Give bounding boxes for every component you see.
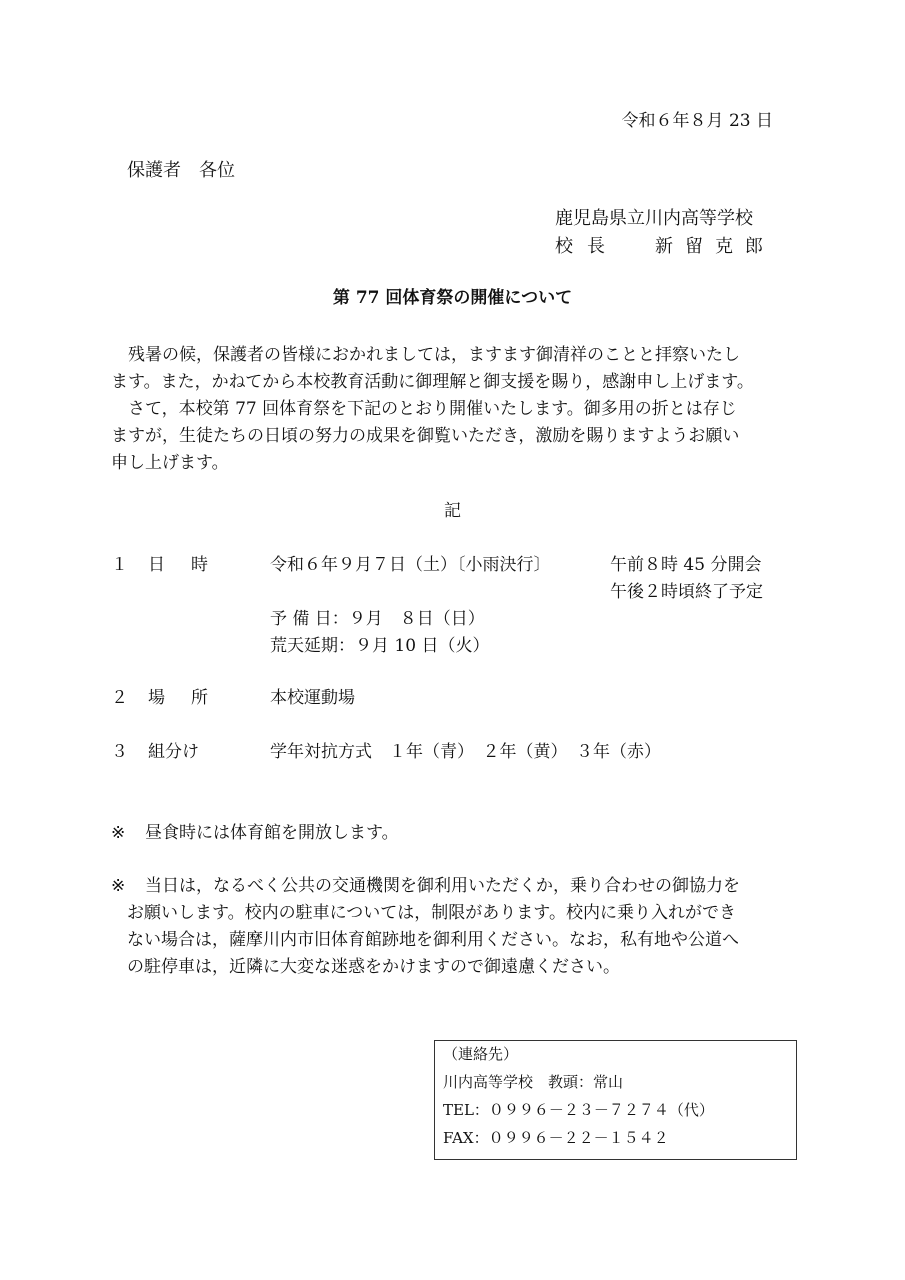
note-mark: ※ — [111, 823, 126, 843]
sender-role: 校長 — [555, 236, 619, 257]
note-mark: ※ — [111, 876, 126, 896]
note-line: お願いします。校内の駐車については，制限があります。校内に乗り入れができ — [127, 903, 736, 923]
item-label-text: 日時 — [148, 555, 234, 575]
item-label-place — [148, 690, 234, 707]
addressee: 保護者 各位 — [127, 160, 235, 181]
item-datetime-main: 令和６年９月７日（土）〔小雨決行〕 — [270, 555, 551, 575]
item-groups-value: 学年対抗方式 １年（青） ２年（黄） ３年（赤） — [270, 742, 661, 762]
paragraph-line: 申し上げます。 — [111, 453, 229, 473]
item-number: ２ — [111, 688, 128, 708]
contact-heading: （連絡先） — [443, 1045, 519, 1063]
document-date: 令和６年８月 23 日 — [621, 111, 773, 131]
greeting-paragraph — [111, 342, 801, 396]
note-transport — [111, 873, 811, 993]
item-time-end: 午後２時頃終了予定 — [610, 582, 763, 602]
paragraph-line: さて，本校第 77 回体育祭を下記のとおり開催いたします。御多用の折とは存じ — [128, 399, 737, 419]
paragraph-line: ます。また，かねてから本校教育活動に御理解と御支援を賜り，感謝申し上げます。 — [111, 372, 754, 392]
note-line: の駐停車は，近隣に大変な迷惑をかけますので御遠慮ください。 — [127, 957, 620, 977]
contact-tel: TEL：０９９６－２３－７２７４（代） — [443, 1101, 714, 1119]
contact-fax: FAX：０９９６－２２－１５４２ — [443, 1129, 669, 1147]
contact-box — [434, 1040, 797, 1160]
note-text: 昼食時には体育館を開放します。 — [145, 823, 399, 843]
sender-principal — [555, 238, 775, 256]
ki-heading: 記 — [444, 501, 461, 521]
note-line: 当日は，なるべく公共の交通機関を御利用いただくか，乗り合わせの御協力を — [145, 876, 740, 896]
announcement-paragraph — [111, 396, 801, 477]
item-label-datetime — [148, 557, 234, 574]
item-reserve-day: 予 備 日：９月 ８日（日） — [270, 609, 485, 629]
note-line: ない場合は，薩摩川内市旧体育館跡地を御利用ください。なお，私有地や公道へ — [127, 930, 739, 950]
item-postpone-day: 荒天延期：９月 10 日（火） — [270, 636, 490, 656]
item-label-groups: 組分け — [148, 742, 199, 762]
item-label-text: 場所 — [148, 688, 234, 708]
item-time-start: 午前８時 45 分開会 — [610, 555, 762, 575]
document-title: 第 77 回体育祭の開催について — [332, 288, 573, 308]
note-text — [127, 873, 740, 981]
contact-person: 川内高等学校 教頭：常山 — [443, 1073, 624, 1091]
item-place-value: 本校運動場 — [270, 688, 355, 708]
paragraph-line: 残暑の候，保護者の皆様におかれましては，ますます御清祥のことと拝察いたし — [128, 345, 740, 365]
item-number: ３ — [111, 742, 128, 762]
sender-name: 新留克郎 — [655, 236, 775, 257]
paragraph-line: ますが，生徒たちの日頃の努力の成果を御覧いただき，激励を賜りますようお願い — [111, 426, 740, 446]
item-number: １ — [111, 555, 128, 575]
sender-school: 鹿児島県立川内高等学校 — [555, 208, 753, 229]
